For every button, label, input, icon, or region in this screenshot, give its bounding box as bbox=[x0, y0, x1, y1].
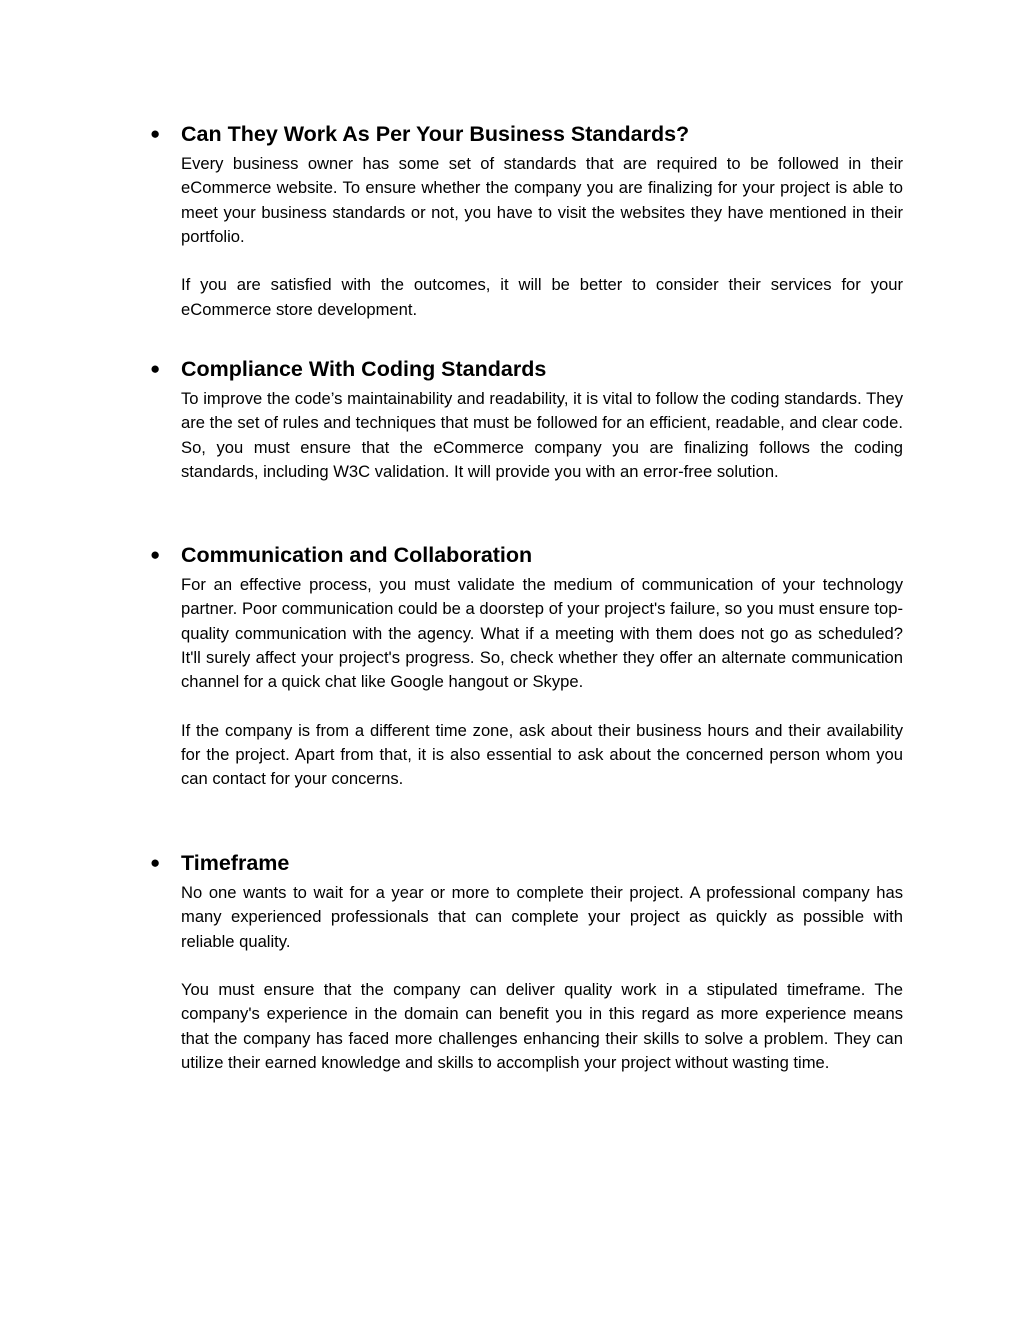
heading-row bbox=[150, 120, 905, 150]
section-communication bbox=[150, 541, 905, 792]
section-business-standards bbox=[150, 120, 905, 322]
section-heading: Communication and Collaboration bbox=[181, 543, 533, 567]
bullet-icon: ● bbox=[150, 124, 161, 143]
paragraph: If the company is from a different time zone, ask about their business hours and their availability for the project. Apart from that, it is also essential to ask about the concerned person whom you can contact for your concerns. bbox=[181, 720, 903, 789]
paragraph: You must ensure that the company can deliver quality work in a stipulated timeframe. The company's experience in the domain can benefit you in this regard as more experience means that the company has faced more challenges enhancing their skills to solve a problem. They can utilize their earned knowledge and skills to accomplish your project without wasting time. bbox=[181, 980, 903, 1073]
section-timeframe bbox=[150, 849, 905, 1075]
section-coding-standards bbox=[150, 355, 905, 484]
paragraph: Every business owner has some set of standards that are required to be followed in their eCommerce website. To ensure whether the company you are finalizing for your project is able to meet your business standards or not, you have to visit the websites they have mentioned in their portfolio. bbox=[181, 154, 903, 246]
bullet-icon: ● bbox=[150, 853, 161, 872]
paragraph: No one wants to wait for a year or more to complete their project. A professional company has many experienced professionals that can complete your project as quickly as possible with reliable quality. bbox=[181, 883, 903, 951]
bullet-icon: ● bbox=[150, 545, 161, 564]
heading-row bbox=[150, 849, 905, 879]
paragraph: For an effective process, you must validate the medium of communication of your technology partner. Poor communication could be a doorstep of your project's failure, so you must ensure top-quality communication with the agency. What if a meeting with them does not go as scheduled? It'll surely affect your project's progress. So, check whether they offer an alternate communication channel for a quick chat like Google hangout or Skype. bbox=[181, 575, 903, 692]
bullet-icon: ● bbox=[150, 359, 161, 378]
section-heading: Timeframe bbox=[181, 851, 290, 875]
heading-row bbox=[150, 541, 905, 571]
paragraph: To improve the code’s maintainability and readability, it is vital to follow the coding standards. They are the set of rules and techniques that must be followed for an efficient, readable, and clear code. So, you must ensure that the eCommerce company you are finalizing follows the coding standards, including W3C validation. It will provide you with an error-free solution. bbox=[181, 389, 903, 481]
section-heading: Compliance With Coding Standards bbox=[181, 357, 547, 381]
heading-row bbox=[150, 355, 905, 385]
section-heading: Can They Work As Per Your Business Standards? bbox=[181, 122, 690, 146]
paragraph: If you are satisfied with the outcomes, it will be better to consider their services for your eCommerce store development. bbox=[181, 275, 903, 319]
